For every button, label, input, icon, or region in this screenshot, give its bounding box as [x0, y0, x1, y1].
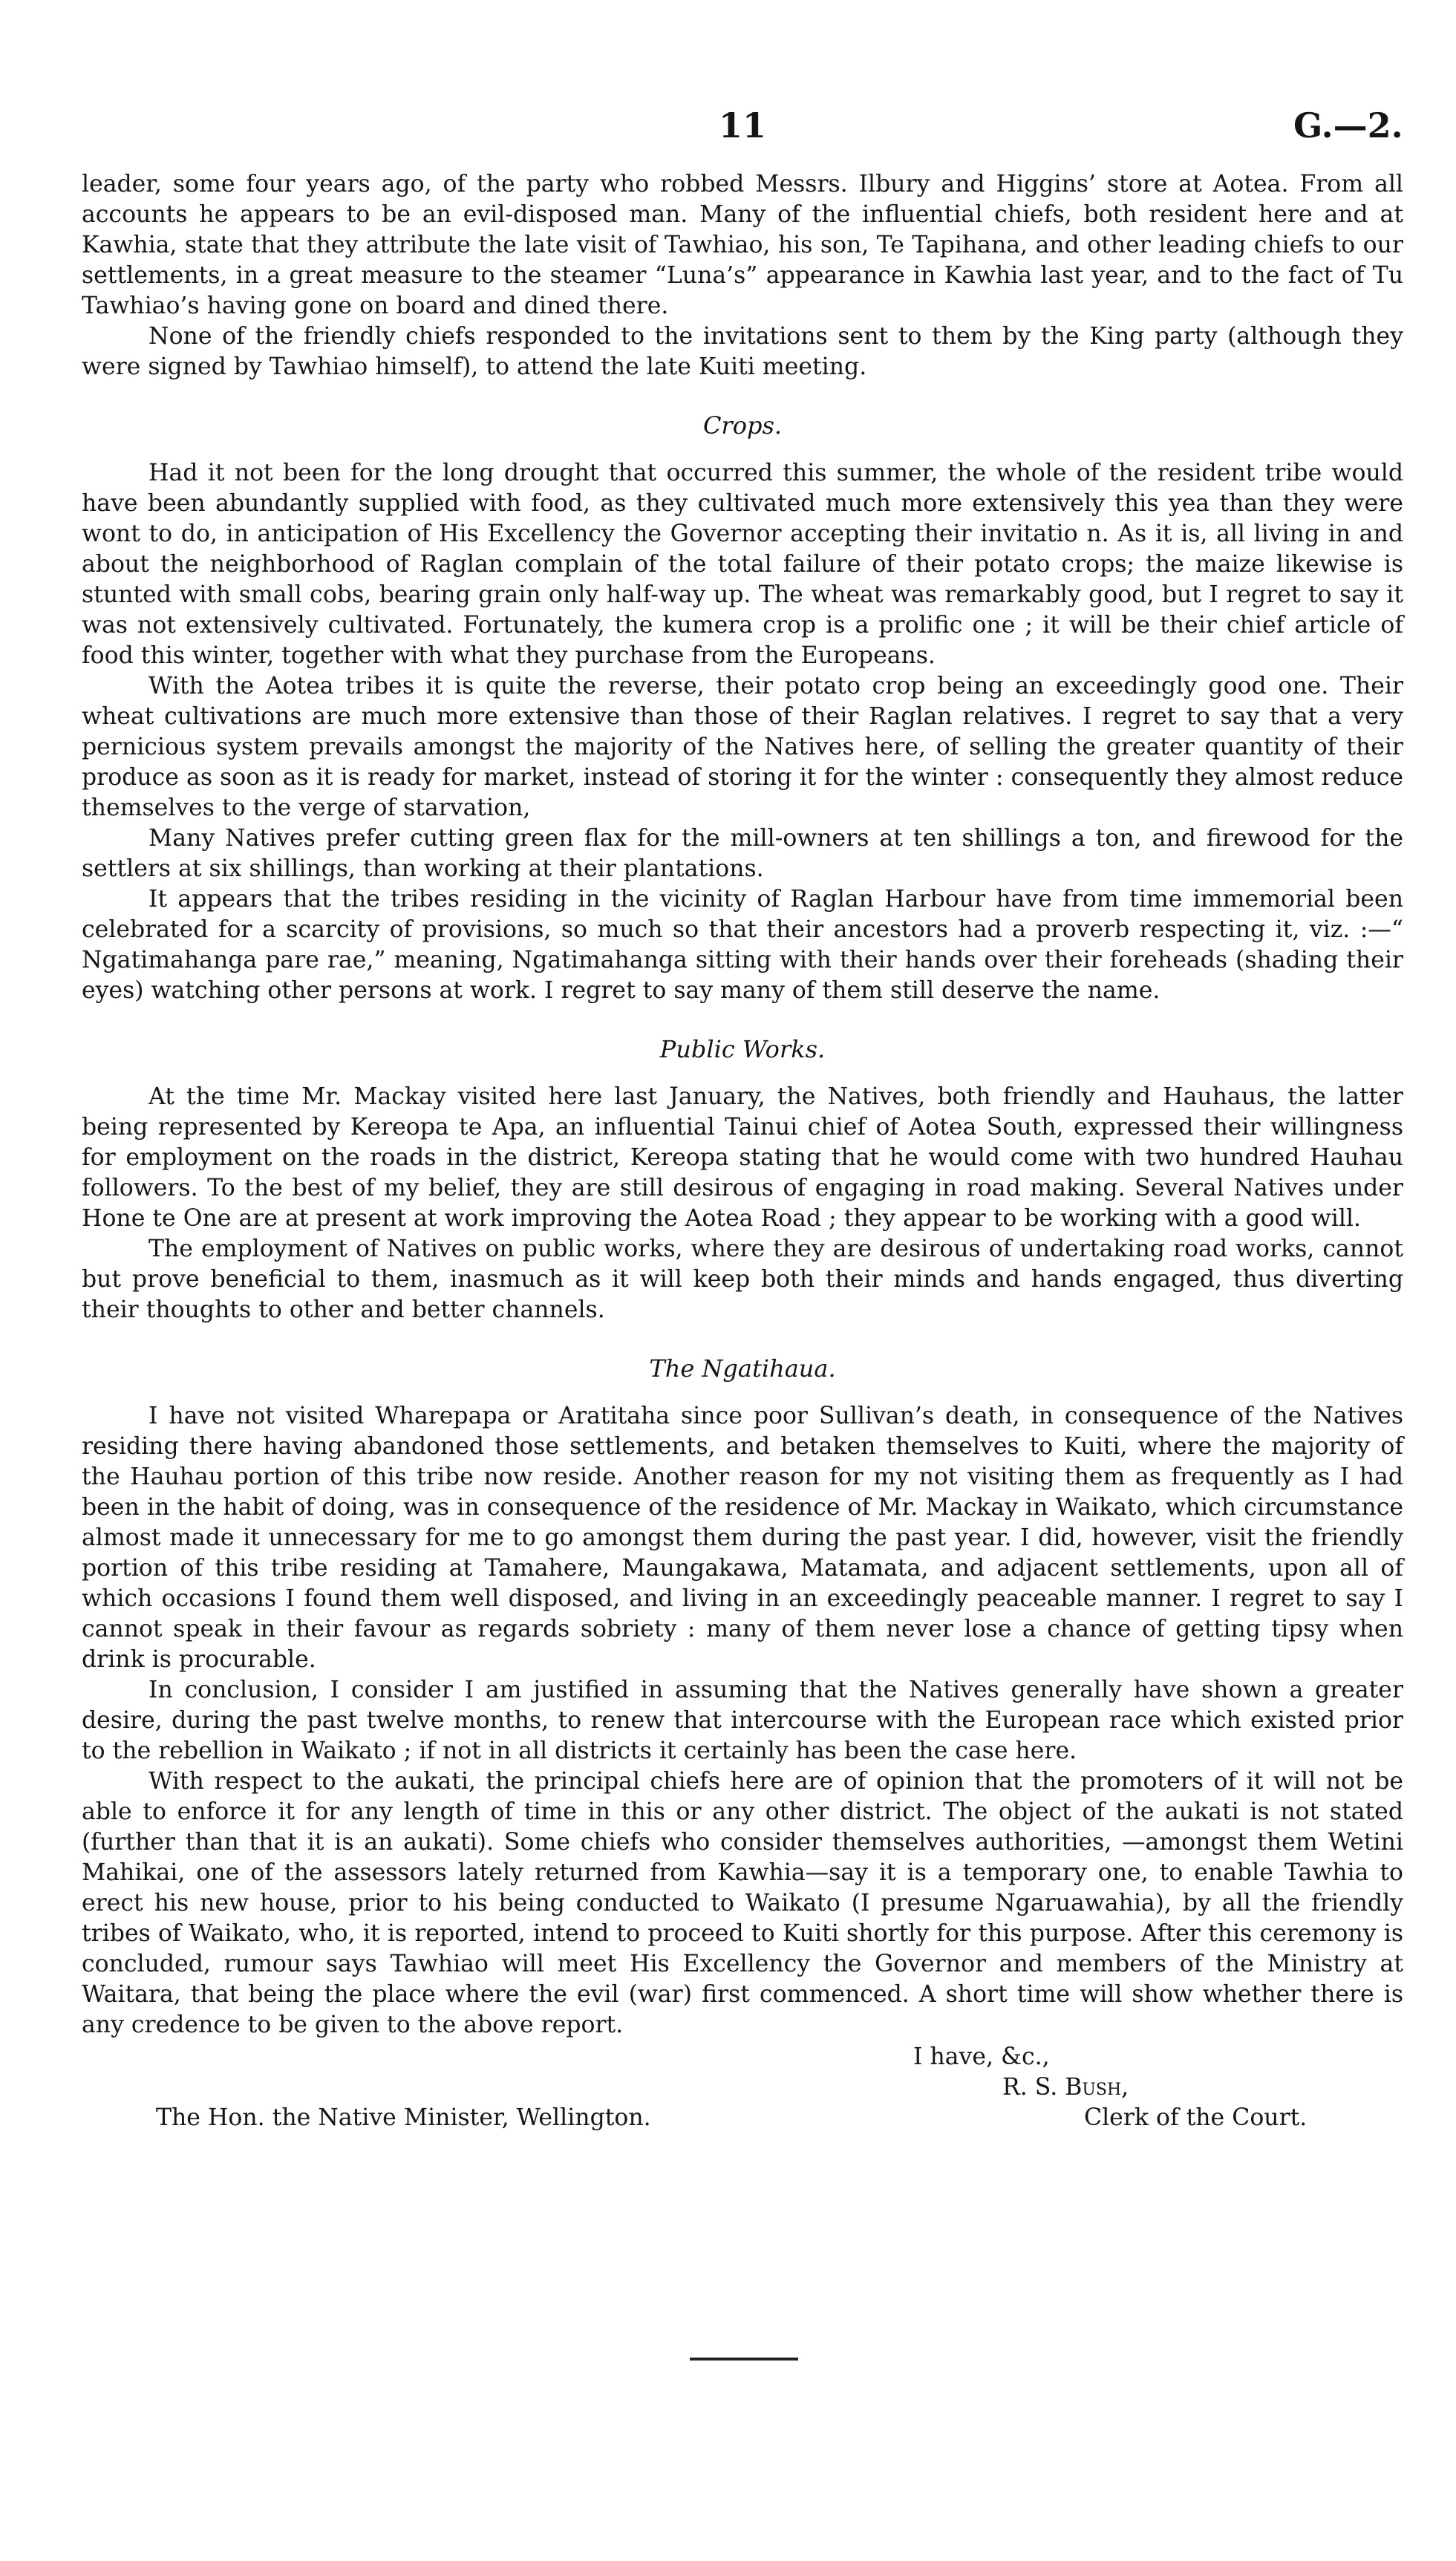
- signature-name: R. S. Bush,: [1002, 2074, 1129, 2101]
- public-works-paragraph-2: The employment of Natives on public works, where they are desirous of undertaking road works, cannot but prove beneficial to them, inasmuch as it will keep both their minds and hands engaged, thus diverting their thoughts to other and better channels.: [82, 1236, 1403, 1323]
- document-reference: G.—2.: [1293, 105, 1403, 146]
- ngatihaua-paragraph-1: I have not visited Wharepapa or Aratitaha since poor Sullivan’s death, in consequence of the Natives residing there having abandoned those settlements, and betaken themselves to Kuiti, where the majority of the Hauhau portion of this tribe now reside. Another reason for my not visiting them as frequently as I had been in the habit of doing, was in consequence of the residence of Mr. Mackay in Waikato, which circumstance almost made it unnecessary for me to go amongst them during the past year. I did, however, visit the friendly portion of this tribe residing at Tamahere, Maungakawa, Matamata, and adjacent settlements, upon all of which occasions I found them well disposed, and living in an exceedingly peaceable manner. I regret to say I cannot speak in their favour as regards sobriety : many of them never lose a chance of getting tipsy when drink is procurable.: [82, 1403, 1403, 1673]
- crops-paragraph-4: It appears that the tribes residing in the vicinity of Raglan Harbour have from time immemorial been celebrated for a scarcity of provisions, so much so that their ancestors had a proverb respecting it, viz. :—“ Ngatimahanga pare rae,” meaning, Ngatimahanga sitting with their hands over their foreheads (shading their eyes) watching other persons at work. I regret to say many of them still deserve the name.: [82, 886, 1403, 1004]
- ngatihaua-paragraph-2: In conclusion, I consider I am justified in assuming that the Natives generally have shown a greater desire, during the past twelve months, to renew that intercourse with the European race which existed prior to the rebellion in Waikato ; if not in all districts it certainly has been the case here.: [82, 1677, 1403, 1764]
- ngatihaua-paragraph-3: With respect to the aukati, the principal chiefs here are of opinion that the promoters of it will not be able to enforce it for any length of time in this or any other district. The object of the aukati is not stated (further than that it is an aukati). Some chiefs who consider themselves authorities, —amongst them Wetini Mahikai, one of the assessors lately returned from Kawhia—say it is a temporary one, to enable Tawhia to erect his new house, prior to his being conducted to Waikato (I presume Ngaruawahia), by all the friendly tribes of Waikato, who, it is reported, intend to proceed to Kuiti shortly for this purpose. After this ceremony is concluded, rumour says Tawhiao will meet His Excellency the Governor and members of the Ministry at Waitara, that being the place where the evil (war) first commenced. A short time will show whether there is any credence to be given to the above report.: [82, 1768, 1403, 2038]
- letter-closing: [82, 2040, 1403, 2137]
- signature-title: Clerk of the Court.: [1084, 2104, 1308, 2131]
- section-heading-public-works: Public Works.: [659, 1035, 826, 1063]
- crops-paragraph-3: Many Natives prefer cutting green flax for the mill-owners at ten shillings a ton, and firewood for the settlers at six shillings, than working at their plantations.: [82, 825, 1403, 882]
- crops-paragraph-2: With the Aotea tribes it is quite the reverse, their potato crop being an exceedingly good one. Their wheat cultivations are much more extensive than those of their Raglan relatives. I regret to say that a very pernicious system prevails amongst the majority of the Natives here, of selling the greater quantity of their produce as soon as it is ready for market, instead of storing it for the winter : consequently they almost reduce themselves to the verge of starvation,: [82, 673, 1403, 821]
- intro-paragraph-1: leader, some four years ago, of the party who robbed Messrs. Ilbury and Higgins’ store at Aotea. From all accounts he appears to be an evil-disposed man. Many of the influential chiefs, both resident here and at Kawhia, state that they attribute the late visit of Tawhiao, his son, Te Tapihana, and other leading chiefs to our settlements, in a great measure to the steamer “Luna’s” appearance in Kawhia last year, and to the fact of Tu Tawhiao’s having gone on board and dined there.: [82, 171, 1403, 319]
- page-number: 11: [719, 105, 767, 146]
- section-heading-crops: Crops.: [702, 411, 783, 440]
- closing-salutation: I have, &c.,: [913, 2043, 1050, 2070]
- end-rule-divider: [690, 2358, 798, 2361]
- intro-paragraph-2: None of the friendly chiefs responded to the invitations sent to them by the King party (although they were signed by Tawhiao himself), to attend the late Kuiti meeting.: [82, 323, 1403, 380]
- crops-paragraph-1: Had it not been for the long drought that occurred this summer, the whole of the resident tribe would have been abundantly supplied with food, as they cultivated much more extensively this yea than they were wont to do, in anticipation of His Excellency the Governor accepting their invitatio n. As it is, all living in and about the neighborhood of Raglan complain of the total failure of their potato crops; the maize likewise is stunted with small cobs, bearing grain only half-way up. The wheat was remarkably good, but I regret to say it was not extensively cultivated. Fortunately, the kumera crop is a prolific one ; it will be their chief article of food this winter, together with what they purchase from the Europeans.: [82, 460, 1403, 669]
- public-works-paragraph-1: At the time Mr. Mackay visited here last January, the Natives, both friendly and Hauhaus, the latter being represented by Kereopa te Apa, an influential Tainui chief of Aotea South, expressed their willingness for employment on the roads in the district, Kereopa stating that he would come with two hundred Hauhau followers. To the best of my belief, they are still desirous of engaging in road making. Several Natives under Hone te One are at present at work improving the Aotea Road ; they appear to be working with a good will.: [82, 1083, 1403, 1232]
- document-body: [82, 169, 1403, 2137]
- page-header: [0, 105, 1456, 157]
- section-heading-ngatihaua: The Ngatihaua.: [649, 1354, 836, 1383]
- addressee: The Hon. the Native Minister, Wellington.: [156, 2104, 651, 2131]
